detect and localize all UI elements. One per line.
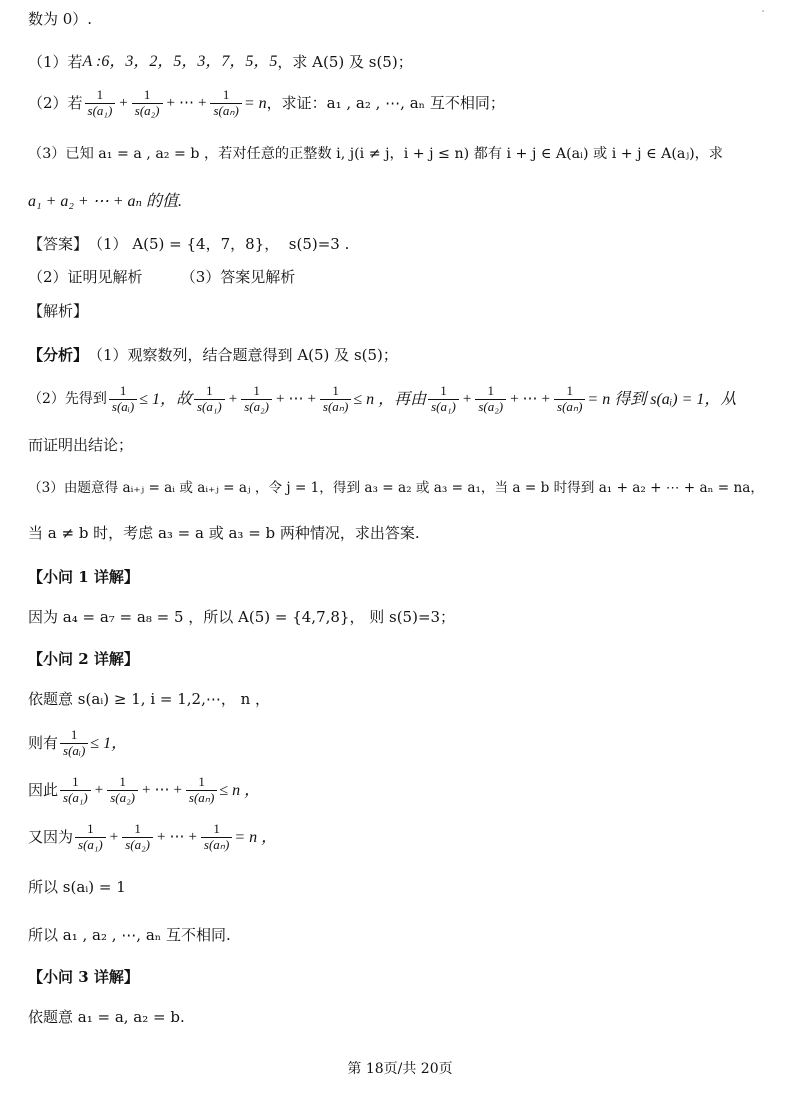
solution-text: 则有 (28, 734, 59, 753)
question-2: （2）若 $\frac{1}{\text{s(a₁)}}$ + $\frac{1}{\text{s(a₂)}}$ + ⋯ + $\frac{1}{\text{s(aₙ)}}$ = n ，求证：a₁ , a₂ , ⋯, aₙ 互不相同； (28, 87, 505, 118)
section-label: 【小问 2 详解】 (28, 650, 139, 668)
sub-question-3-title (28, 968, 772, 986)
analysis-2: （2）先得到 $\frac{1}{\text{s(aᵢ)}}$ ≤ 1，故 $\frac{1}{\text{s(a₁)}}$ + $\frac{1}{\text{s(a₂)}}$ + ⋯ + $\frac{1}{\text{s(aₙ)}}$ ≤ n ，再由 $\frac{1}{\text{s(a₁)}}$ + $\frac{1}{\text{s(a₂)}}$ + ⋯ + $\frac{1}{\text{s(aₙ)}}$ = n 得到 s(aᵢ) = 1，从 (28, 383, 737, 414)
solution-text: 又因为 (28, 828, 74, 847)
fraction: $\frac{1}{\text{s(aₙ)}}$ (320, 384, 351, 415)
analysis-1 (28, 346, 772, 364)
question-text: ，求证：a₁ , a₂ , ⋯, aₙ 互不相同； (266, 94, 505, 113)
solution-text: 因为 a₄ = a₇ = a₈ = 5 ，所以 A(5) = {4,7,8}， 则 s(5)=3； (28, 608, 456, 626)
section-label: 【解析】 (28, 302, 89, 320)
analysis-3 (28, 480, 772, 496)
analysis-text: （1）观察数列，结合题意得到 A(5) 及 s(5)； (88, 346, 398, 364)
question-number: （1）若 (28, 52, 83, 71)
answer-label: 【答案】 (28, 235, 89, 253)
fraction: $\frac{1}{\text{s(a₁)}}$ (194, 384, 225, 415)
fraction: $\frac{1}{\text{s(aᵢ)}}$ (60, 728, 88, 759)
solution-text: = n ， (234, 828, 278, 846)
question-number: （2）若 (28, 94, 83, 113)
analysis-text: 而证明出结论； (28, 436, 134, 454)
page-footer: 第 18页/共 20页 (347, 1061, 453, 1077)
answer-line-2 (28, 268, 772, 286)
text-line-continuation (28, 10, 772, 28)
analysis-3-cont (28, 524, 772, 542)
analysis-text: ≤ 1，故 (139, 390, 192, 408)
solution-line: 因此 $\frac{1}{\text{s(a₁)}}$ + $\frac{1}{\text{s(a₂)}}$ + ⋯ + $\frac{1}{\text{s(aₙ)}}$ ≤ n ， (28, 774, 261, 805)
fraction: $\frac{1}{\text{s(a₁)}}$ (85, 88, 116, 119)
section-label: 【小问 3 详解】 (28, 968, 139, 986)
fraction: $\frac{1}{\text{s(aᵢ)}}$ (109, 384, 137, 415)
solution-text: ≤ 1， (90, 734, 128, 752)
solution-line (28, 926, 772, 944)
analysis-text: ≤ n ，再由 (353, 390, 427, 408)
sequence: A :6，3，2，5，3，7，5，5 (82, 53, 278, 70)
solution-line (28, 878, 772, 896)
question-text: ，求 A(5) 及 s(5)； (277, 52, 413, 71)
fraction: $\frac{1}{\text{s(a₂)}}$ (122, 822, 153, 853)
fraction: $\frac{1}{\text{s(aₙ)}}$ (554, 384, 585, 415)
analysis-text: = n 得到 s(aᵢ) = 1，从 (587, 390, 737, 408)
solution-text: 所以 a₁ , a₂ , ⋯, aₙ 互不相同. (28, 926, 231, 944)
question-3 (28, 146, 772, 163)
fraction: $\frac{1}{\text{s(aₙ)}}$ (210, 88, 241, 119)
solution-text: 所以 s(aᵢ) = 1 (28, 878, 126, 896)
fraction: $\frac{1}{\text{s(aₙ)}}$ (201, 822, 232, 853)
solution-text: ≤ n ， (219, 781, 261, 799)
sub-question-2-title (28, 650, 772, 668)
fraction: $\frac{1}{\text{s(a₁)}}$ (60, 775, 91, 806)
analysis-2-cont (28, 436, 772, 454)
answer-line (28, 235, 772, 253)
fraction: $\frac{1}{\text{s(a₁)}}$ (428, 384, 459, 415)
sub-question-1-body (28, 608, 772, 626)
fraction: $\frac{1}{\text{s(a₂)}}$ (132, 88, 163, 119)
sub-question-1-title (28, 568, 772, 586)
question-3-cont (28, 192, 772, 211)
analysis-text: （2）先得到 (28, 391, 107, 408)
analysis-text: （3）由题意得 aᵢ₊ⱼ = aᵢ 或 aᵢ₊ⱼ = aⱼ ，令 j = 1，得到 a₃ = a₂ 或 a₃ = a₁，当 a = b 时得到 a₁ + a₂ + ⋯ + aₙ = na， (28, 480, 764, 496)
section-label: 【分析】 (28, 346, 89, 364)
solution-line (28, 728, 772, 759)
fraction: $\frac{1}{\text{s(a₁)}}$ (75, 822, 106, 853)
question-1 (28, 52, 772, 71)
question-text: a₁ + a₂ + ⋯ + aₙ 的值. (28, 193, 183, 210)
analysis-heading (28, 302, 772, 320)
analysis-text: 当 a ≠ b 时，考虑 a₃ = a 或 a₃ = b 两种情况，求出答案. (28, 524, 420, 542)
solution-text: 因此 (28, 781, 59, 800)
fraction: $\frac{1}{\text{s(a₂)}}$ (107, 775, 138, 806)
fraction: $\frac{1}{\text{s(a₂)}}$ (241, 384, 272, 415)
question-text: （3）已知 a₁ = a , a₂ = b ，若对任意的正整数 i, j(i ≠ j，i + j ≤ n) 都有 i + j ∈ A(aᵢ) 或 i + j ∈ A(aⱼ)，求 (28, 146, 723, 162)
equation: = n (243, 94, 267, 112)
answer-2: （2）证明见解析 （3）答案见解析 (28, 268, 296, 286)
section-label: 【小问 1 详解】 (28, 568, 139, 586)
solution-line (28, 690, 772, 708)
text: 数为 0）. (28, 10, 93, 28)
fraction: $\frac{1}{\text{s(aₙ)}}$ (186, 775, 217, 806)
answer-1: （1） A(5) = {4，7，8}， s(5)=3 . (88, 235, 350, 253)
solution-text: 依题意 s(aᵢ) ≥ 1, i = 1,2,⋯， n ， (28, 690, 271, 708)
solution-line: 又因为 $\frac{1}{\text{s(a₁)}}$ + $\frac{1}{\text{s(a₂)}}$ + ⋯ + $\frac{1}{\text{s(aₙ)}}$ = n ， (28, 821, 278, 852)
fraction: $\frac{1}{\text{s(a₂)}}$ (475, 384, 506, 415)
solution-text: 依题意 a₁ = a, a₂ = b. (28, 1008, 185, 1026)
solution-line (28, 1008, 772, 1026)
